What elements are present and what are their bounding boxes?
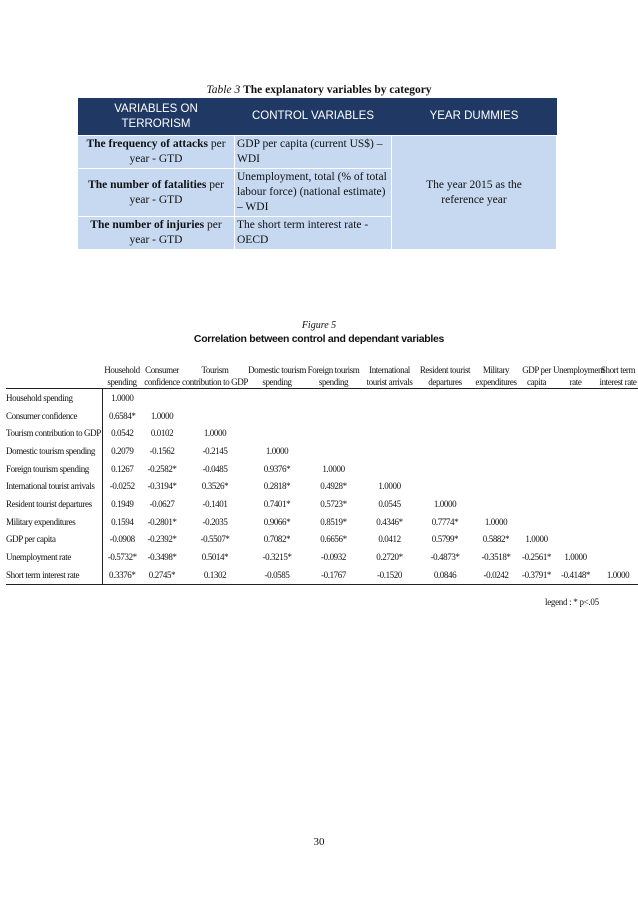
- empty-cell: [248, 389, 306, 407]
- correlation-row: [6, 513, 638, 531]
- row-label: Consumer confidence: [6, 407, 102, 425]
- correlation-value: 0.2818*: [263, 481, 291, 492]
- empty-cell: [182, 407, 248, 425]
- correlation-value: -0.4873*: [430, 552, 460, 563]
- empty-cell: [248, 424, 306, 442]
- row-label: GDP per capita: [6, 531, 102, 549]
- correlation-value: -0.1401: [202, 498, 228, 509]
- empty-cell: [598, 495, 638, 513]
- correlation-value: 0.0846: [418, 566, 472, 584]
- empty-cell: [472, 407, 520, 425]
- correlation-value: -0.0585: [248, 566, 306, 584]
- correlation-value: -0.0932: [321, 552, 346, 563]
- correlation-value: -0.3518*: [481, 552, 511, 563]
- correlation-value: 0.7082*: [263, 534, 291, 545]
- empty-cell: [553, 513, 598, 531]
- empty-cell: [472, 424, 520, 442]
- row-label: Household spending: [6, 389, 102, 407]
- column-header: International tourist arrivals: [361, 350, 418, 389]
- correlation-value: -0.5507*: [200, 534, 230, 545]
- correlation-value: 0.2720*: [376, 552, 403, 563]
- table3-title: The explanatory variables by category: [243, 84, 432, 96]
- correlation-value: 1.0000: [564, 552, 587, 563]
- correlation-value: -0.3791*: [520, 566, 553, 584]
- column-header: GDP per capita: [520, 350, 553, 389]
- row-label: Tourism contribution to GDP: [6, 424, 102, 442]
- correlation-value: -0.0908: [109, 534, 135, 545]
- correlation-value: 1.0000: [150, 410, 174, 421]
- empty-cell: [553, 424, 598, 442]
- correlation-value: 1.0000: [484, 516, 508, 527]
- empty-cell: [598, 477, 638, 495]
- control-variable-cell: The short term interest rate - OECD: [235, 217, 392, 250]
- empty-cell: [520, 513, 553, 531]
- correlation-value: -0.2035: [202, 516, 228, 527]
- correlation-row: [6, 477, 638, 495]
- column-header: Consumer confidence: [142, 350, 182, 389]
- correlation-value: 1.0000: [203, 428, 227, 439]
- correlation-row: [6, 389, 638, 407]
- empty-cell: [598, 513, 638, 531]
- empty-cell: [520, 424, 553, 442]
- terror-variable-name: The number of injuries: [90, 219, 205, 231]
- correlation-value: 1.0000: [265, 445, 289, 456]
- correlation-value: 0.9066*: [263, 516, 291, 527]
- empty-cell: [361, 424, 418, 442]
- empty-cell: [472, 495, 520, 513]
- empty-cell: [520, 495, 553, 513]
- correlation-row: [6, 566, 638, 584]
- column-header: Foreign tourism spending: [306, 350, 361, 389]
- correlation-table: [6, 350, 638, 585]
- correlation-value: 0.5014*: [201, 552, 229, 563]
- correlation-value: 0.2079: [111, 445, 134, 456]
- correlation-value: 0.0412: [378, 534, 401, 545]
- empty-cell: [553, 531, 598, 549]
- correlation-value: -0.1767: [306, 566, 361, 584]
- empty-cell: [472, 389, 520, 407]
- correlation-value: -0.2145: [202, 445, 228, 456]
- empty-cell: [553, 442, 598, 460]
- table3-caption: [0, 84, 638, 96]
- correlation-value: -0.0242: [472, 566, 520, 584]
- correlation-row: [6, 424, 638, 442]
- header-year-dummies: YEAR DUMMIES: [392, 98, 557, 136]
- figure5-label: Figure 5: [301, 320, 337, 331]
- row-label: Foreign tourism spending: [6, 460, 102, 478]
- empty-cell: [598, 424, 638, 442]
- empty-cell: [598, 548, 638, 566]
- terror-variable-name: The frequency of attacks: [86, 138, 208, 150]
- correlation-row: [6, 442, 638, 460]
- empty-cell: [598, 407, 638, 425]
- correlation-value: -0.2392*: [147, 534, 177, 545]
- figure5-title: Correlation between control and dependant variables: [193, 333, 445, 345]
- correlation-value: 0.6656*: [320, 534, 347, 545]
- empty-cell: [553, 495, 598, 513]
- empty-cell: [418, 460, 472, 478]
- empty-cell: [306, 407, 361, 425]
- empty-cell: [520, 460, 553, 478]
- empty-cell: [418, 477, 472, 495]
- correlation-value: 0.4346*: [376, 516, 403, 527]
- empty-cell: [472, 442, 520, 460]
- empty-cell: [361, 460, 418, 478]
- row-label: Resident tourist departures: [6, 495, 102, 513]
- table3-label: Table 3: [206, 84, 241, 96]
- empty-cell: [248, 407, 306, 425]
- empty-cell: [472, 477, 520, 495]
- empty-cell: [418, 389, 472, 407]
- empty-cell: [142, 389, 182, 407]
- correlation-value: -0.1562: [149, 445, 175, 456]
- terror-variable-name: The number of fatalities: [88, 178, 207, 191]
- correlation-value: 0.0102: [150, 428, 174, 439]
- empty-cell: [520, 389, 553, 407]
- header-terrorism: VARIABLES ON TERRORISM: [78, 98, 235, 136]
- correlation-value: -0.3215*: [262, 552, 292, 563]
- control-variable-cell: Unemployment, total (% of total labour force) (national estimate) – WDI: [235, 169, 392, 217]
- correlation-value: -0.4148*: [553, 566, 598, 584]
- header-control: CONTROL VARIABLES: [235, 98, 392, 136]
- correlation-value: 0.6584*: [109, 410, 136, 421]
- correlation-row: [6, 531, 638, 549]
- empty-cell: [306, 442, 361, 460]
- correlation-value: 1.0000: [433, 498, 457, 509]
- empty-cell: [520, 477, 553, 495]
- correlation-value: 0.5799*: [431, 534, 459, 545]
- correlation-value: 0.7774*: [431, 516, 459, 527]
- empty-cell: [598, 442, 638, 460]
- empty-cell: [306, 424, 361, 442]
- empty-cell: [361, 407, 418, 425]
- terror-variable-source: per year - GTD: [129, 138, 226, 165]
- explanatory-variables-table: [77, 98, 557, 250]
- empty-cell: [553, 407, 598, 425]
- correlation-value: 0.1267: [111, 463, 134, 474]
- page-number: 30: [313, 836, 325, 848]
- correlation-value: -0.2801*: [147, 516, 177, 527]
- row-label: International tourist arrivals: [6, 477, 102, 495]
- correlation-value: 1.0000: [598, 566, 638, 584]
- column-header: Short term interest rate: [598, 350, 638, 389]
- correlation-row: [6, 548, 638, 566]
- correlation-value: 1.0000: [322, 463, 345, 474]
- correlation-value: -0.0252: [109, 481, 135, 492]
- column-header: Military expenditures: [472, 350, 520, 389]
- correlation-value: 0.5882*: [482, 534, 510, 545]
- correlation-value: 0.5723*: [320, 498, 347, 509]
- empty-cell: [418, 424, 472, 442]
- table3-row: [78, 136, 557, 169]
- correlation-value: -0.2561*: [521, 552, 552, 563]
- correlation-value: 1.0000: [378, 481, 401, 492]
- empty-cell: [553, 460, 598, 478]
- correlation-value: 0.8519*: [320, 516, 347, 527]
- correlation-value: 0.1949: [111, 498, 134, 509]
- control-variable-cell: GDP per capita (current US$) – WDI: [235, 136, 392, 169]
- correlation-row: [6, 460, 638, 478]
- correlation-header-row: [6, 350, 638, 389]
- empty-cell: [182, 389, 248, 407]
- empty-cell: [520, 407, 553, 425]
- empty-cell: [520, 442, 553, 460]
- correlation-value: -0.0485: [202, 463, 228, 474]
- corner-cell: [6, 350, 102, 389]
- correlation-row: [6, 407, 638, 425]
- correlation-value: 0.0542: [111, 428, 134, 439]
- correlation-value: 0.1302: [182, 566, 248, 584]
- column-header: Domestic tourism spending: [248, 350, 306, 389]
- correlation-value: 0.9376*: [263, 463, 291, 474]
- terror-variable-cell: [78, 217, 235, 250]
- correlation-value: -0.2582*: [147, 463, 177, 474]
- row-label: Unemployment rate: [6, 548, 102, 566]
- terror-variable-source: per year - GTD: [129, 178, 224, 206]
- correlation-value: 0.3376*: [102, 566, 142, 584]
- terror-variable-cell: [78, 169, 235, 217]
- correlation-row: [6, 495, 638, 513]
- empty-cell: [553, 389, 598, 407]
- correlation-value: 0.4928*: [320, 481, 347, 492]
- empty-cell: [361, 389, 418, 407]
- correlation-value: 0.1594: [111, 516, 134, 527]
- row-label: Military expenditures: [6, 513, 102, 531]
- correlation-value: 0.2745*: [142, 566, 182, 584]
- correlation-value: -0.3498*: [147, 552, 177, 563]
- column-header: Resident tourist departures: [418, 350, 472, 389]
- correlation-value: -0.3194*: [147, 481, 177, 492]
- empty-cell: [598, 460, 638, 478]
- significance-legend: legend : * p<.05: [545, 597, 599, 607]
- correlation-value: 0.3526*: [201, 481, 229, 492]
- row-label: Domestic tourism spending: [6, 442, 102, 460]
- empty-cell: [306, 389, 361, 407]
- year-dummies-cell: The year 2015 as the reference year: [392, 136, 557, 250]
- empty-cell: [418, 407, 472, 425]
- correlation-value: 0.7401*: [263, 498, 291, 509]
- correlation-value: 0.0545: [378, 498, 401, 509]
- empty-cell: [418, 442, 472, 460]
- correlation-value: 1.0000: [525, 534, 548, 545]
- row-label: Short term interest rate: [6, 566, 102, 584]
- correlation-body: [6, 389, 638, 585]
- terror-variable-cell: [78, 136, 235, 169]
- table3-header-row: [78, 98, 557, 136]
- correlation-value: -0.1520: [361, 566, 418, 584]
- empty-cell: [361, 442, 418, 460]
- column-header: Unemployment rate: [553, 350, 598, 389]
- empty-cell: [598, 531, 638, 549]
- empty-cell: [472, 460, 520, 478]
- correlation-value: -0.0627: [149, 498, 175, 509]
- correlation-value: 1.0000: [111, 392, 134, 403]
- column-header: Household spending: [102, 350, 142, 389]
- correlation-value: -0.5732*: [107, 552, 137, 563]
- empty-cell: [598, 389, 638, 407]
- column-header: Tourism contribution to GDP: [182, 350, 248, 389]
- terror-variable-source: per year - GTD: [129, 219, 222, 246]
- empty-cell: [553, 477, 598, 495]
